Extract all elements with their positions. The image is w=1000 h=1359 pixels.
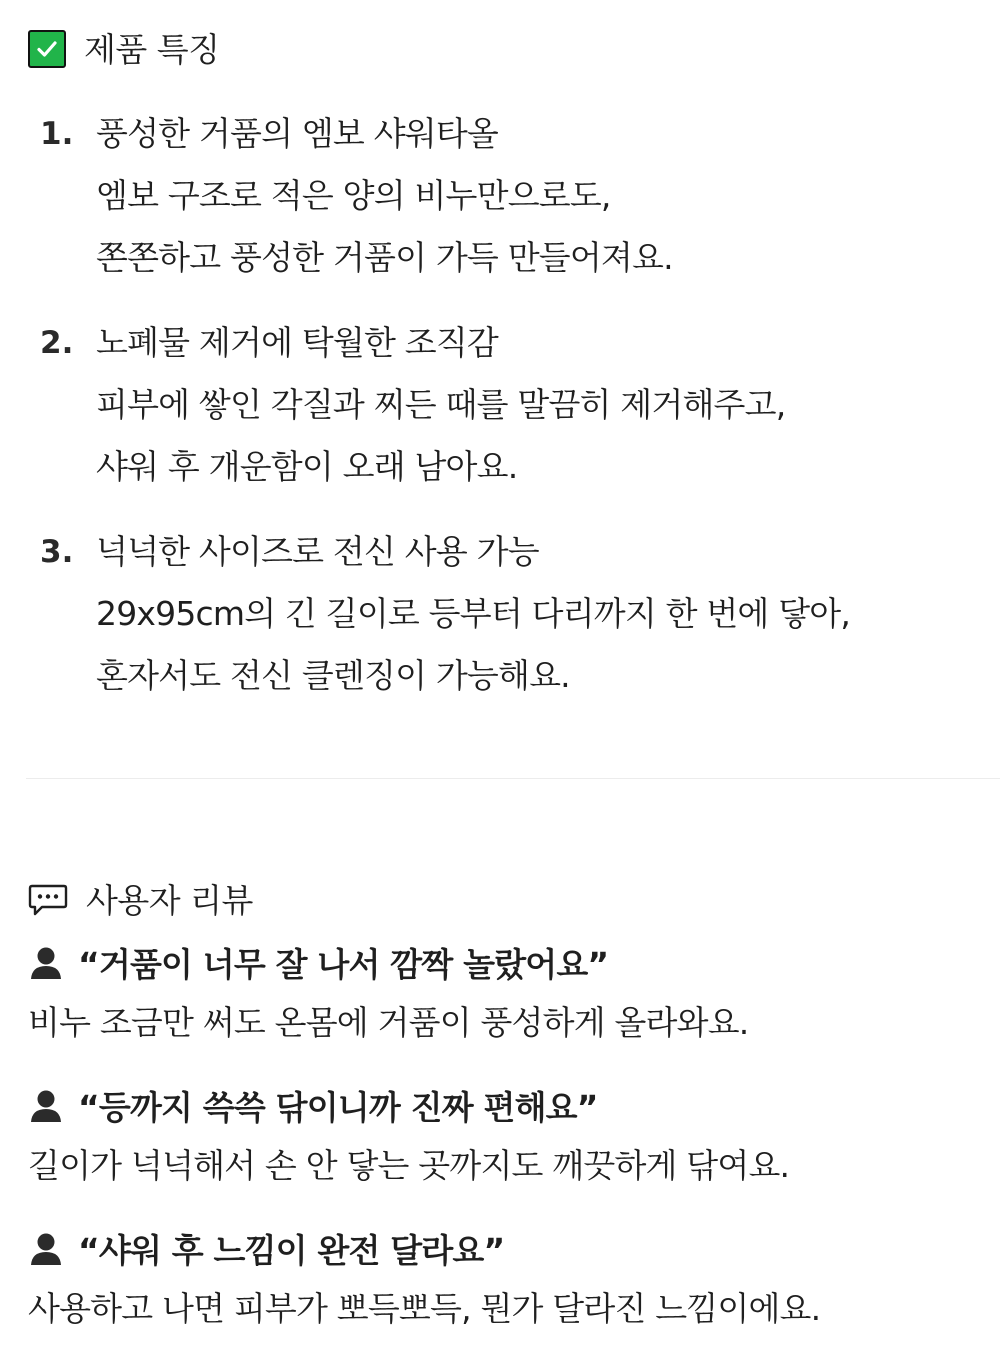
- feature-number: 1.: [40, 116, 74, 152]
- feature-description-line: 29x95cm의 긴 길이로 등부터 다리까지 한 번에 닿아,: [96, 594, 851, 633]
- feature-description-line: 엠보 구조로 적은 양의 비누만으로도,: [96, 176, 611, 215]
- review-title: [28, 930, 988, 994]
- feature-description-line: 샤워 후 개운함이 오래 남아요.: [96, 447, 518, 486]
- person-silhouette-icon: [28, 1087, 64, 1123]
- feature-item: [40, 103, 980, 289]
- person-silhouette-icon: [28, 1230, 64, 1266]
- review-title: [28, 1216, 988, 1280]
- feature-title: 풍성한 거품의 엠보 샤워타올: [96, 114, 499, 153]
- section-divider: [26, 778, 1000, 779]
- review-body: 길이가 넉넉해서 손 안 닿는 곳까지도 깨끗하게 닦여요.: [28, 1146, 790, 1185]
- feature-description-line: 혼자서도 전신 클렌징이 가능해요.: [96, 656, 570, 695]
- feature-title: 노폐물 제거에 탁월한 조직감: [96, 323, 499, 362]
- feature-description-line: 쫀쫀하고 풍성한 거품이 가득 만들어져요.: [96, 238, 673, 277]
- review-title-text: “샤워 후 느낌이 완전 달라요”: [78, 1230, 505, 1270]
- review-title-text: “등까지 쓱쓱 닦이니까 진짜 편해요”: [78, 1087, 598, 1127]
- feature-item: [40, 312, 980, 498]
- person-silhouette-icon: [28, 944, 64, 980]
- feature-description-line: 피부에 쌓인 각질과 찌든 때를 말끔히 제거해주고,: [96, 385, 786, 424]
- reviews-heading: [28, 880, 253, 920]
- review-body: 비누 조금만 써도 온몸에 거품이 풍성하게 올라와요.: [28, 1003, 749, 1042]
- reviews-heading-label: 사용자 리뷰: [86, 880, 253, 920]
- review-title: [28, 1073, 988, 1137]
- review-item: [28, 1073, 988, 1195]
- feature-item: [40, 521, 980, 707]
- feature-number: 2.: [40, 325, 74, 361]
- review-body: 사용하고 나면 피부가 뽀득뽀득, 뭔가 달라진 느낌이에요.: [28, 1289, 821, 1328]
- review-list: [28, 930, 988, 1359]
- feature-list: [40, 103, 980, 730]
- features-heading-label: 제품 특징: [84, 29, 220, 69]
- speech-bubble-icon: [28, 883, 68, 917]
- check-mark-button-icon: [28, 30, 66, 68]
- review-item: [28, 1216, 988, 1338]
- review-item: [28, 930, 988, 1052]
- review-title-text: “거품이 너무 잘 나서 깜짝 놀랐어요”: [78, 944, 609, 984]
- feature-title: 넉넉한 사이즈로 전신 사용 가능: [96, 532, 539, 571]
- feature-number: 3.: [40, 534, 74, 570]
- features-heading: [28, 30, 220, 68]
